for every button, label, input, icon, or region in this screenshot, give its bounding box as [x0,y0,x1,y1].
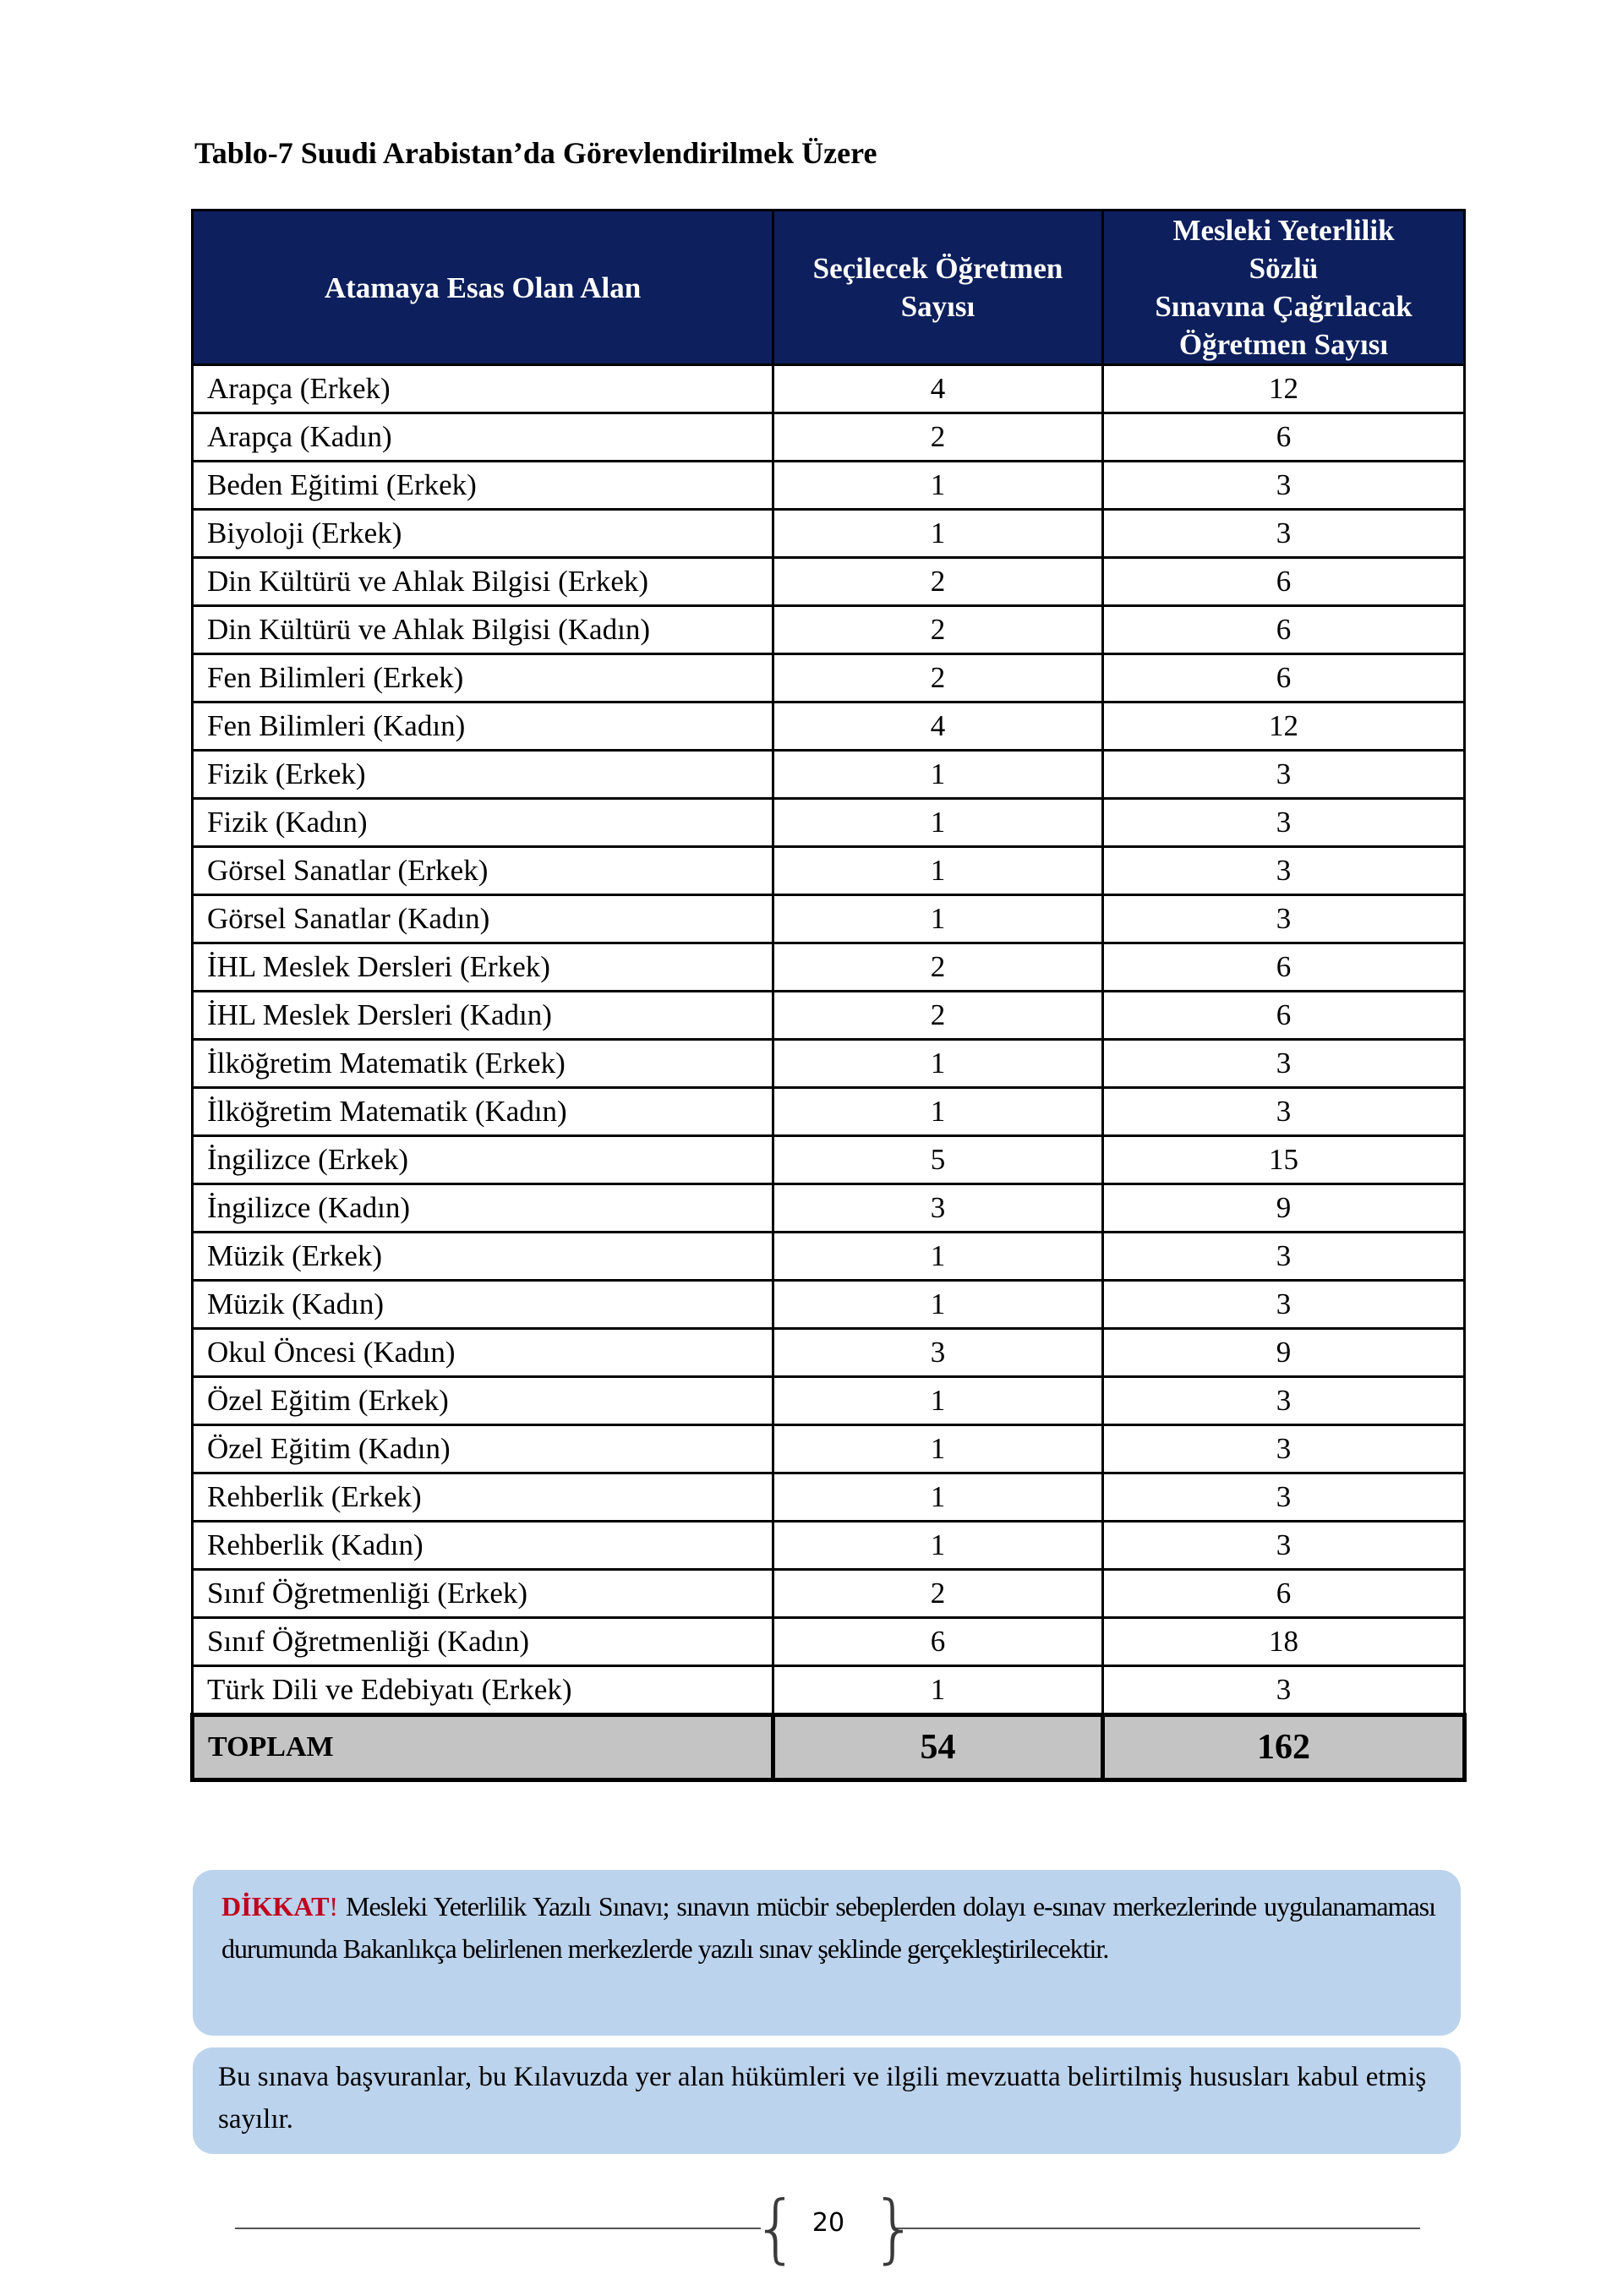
table-row [193,1618,1465,1666]
table-row [193,1425,1465,1473]
warning-mark: ! [329,1891,339,1922]
table-row [193,1570,1465,1618]
teacher-count-cell: 2 [773,992,1103,1040]
warning-text: Mesleki Yeterlilik Yazılı Sınavı; sınavın mücbir sebeplerden dolayı e-sınav merkezlerinde uygulanamaması durumunda Bakanlıkça belirlenen merkezlerde yazılı sınav şeklinde gerçekleştirilecektir. [221,1891,1435,1964]
teacher-count-cell: 1 [773,1425,1103,1473]
teacher-count-cell: 2 [773,1570,1103,1618]
table-row [193,510,1465,558]
candidate-count-cell: 12 [1103,702,1465,751]
total-row [193,1715,1465,1780]
candidate-count-cell: 3 [1103,847,1465,895]
teacher-count-cell: 1 [773,799,1103,847]
area-cell: Görsel Sanatlar (Erkek) [193,847,773,895]
candidate-count-cell: 3 [1103,1377,1465,1425]
page-number: 20 [812,2208,845,2238]
teacher-count-cell: 3 [773,1184,1103,1233]
area-cell: Rehberlik (Erkek) [193,1473,773,1522]
teacher-count-cell: 1 [773,1473,1103,1522]
table-row [193,847,1465,895]
table-row [193,606,1465,654]
table-row [193,1088,1465,1136]
footer-left-brace: { [752,2184,800,2271]
candidate-count-cell: 9 [1103,1184,1465,1233]
area-cell: Müzik (Erkek) [193,1233,773,1281]
footer-rule-right [894,2228,1420,2229]
header-teacher-count: Seçilecek Öğretmen Sayısı [773,210,1103,365]
candidate-count-cell: 6 [1103,943,1465,992]
table-row [193,1329,1465,1377]
table-body [193,365,1465,1780]
candidate-count-cell: 3 [1103,1425,1465,1473]
area-cell: İngilizce (Kadın) [193,1184,773,1233]
area-cell: Din Kültürü ve Ahlak Bilgisi (Erkek) [193,558,773,606]
candidate-count-cell: 18 [1103,1618,1465,1666]
table-row [193,751,1465,799]
candidate-count-cell: 3 [1103,751,1465,799]
candidate-count-cell: 6 [1103,413,1465,462]
teacher-count-cell: 1 [773,895,1103,943]
teacher-count-cell: 1 [773,1666,1103,1715]
area-cell: İHL Meslek Dersleri (Erkek) [193,943,773,992]
table-row [193,1377,1465,1425]
table-title: Tablo-7 Suudi Arabistan’da Görevlendirilmek Üzere [194,136,877,170]
teacher-count-cell: 1 [773,751,1103,799]
warning-notice [193,1870,1461,2036]
footer-rule-left [235,2228,761,2229]
candidate-count-cell: 15 [1103,1136,1465,1184]
candidate-count-cell: 3 [1103,1473,1465,1522]
table-row [193,1666,1465,1715]
teacher-quota-table [190,209,1467,1782]
table-row [193,1473,1465,1522]
area-cell: Özel Eğitim (Kadın) [193,1425,773,1473]
candidate-count-cell: 12 [1103,365,1465,413]
table-row [193,1136,1465,1184]
table-row [193,558,1465,606]
header-candidate-count: Mesleki Yeterlilik Sözlü Sınavına Çağrılacak Öğretmen Sayısı [1103,210,1465,365]
area-cell: Sınıf Öğretmenliği (Erkek) [193,1570,773,1618]
teacher-count-cell: 1 [773,1040,1103,1088]
total-label: TOPLAM [193,1715,773,1780]
teacher-count-cell: 2 [773,558,1103,606]
candidate-count-cell: 3 [1103,510,1465,558]
table-row [193,702,1465,751]
area-cell: Din Kültürü ve Ahlak Bilgisi (Kadın) [193,606,773,654]
teacher-count-cell: 5 [773,1136,1103,1184]
area-cell: Beden Eğitimi (Erkek) [193,462,773,510]
candidate-count-cell: 6 [1103,606,1465,654]
area-cell: Biyoloji (Erkek) [193,510,773,558]
area-cell: Arapça (Erkek) [193,365,773,413]
info-text: Bu sınava başvuranlar, bu Kılavuzda yer alan hükümleri ve ilgili mevzuatta belirtilmiş hususları kabul etmiş sayılır. [218,2062,1427,2135]
teacher-count-cell: 1 [773,847,1103,895]
area-cell: Okul Öncesi (Kadın) [193,1329,773,1377]
area-cell: Fizik (Kadın) [193,799,773,847]
candidate-count-cell: 3 [1103,1281,1465,1329]
candidate-count-cell: 3 [1103,1522,1465,1570]
area-cell: Görsel Sanatlar (Kadın) [193,895,773,943]
area-cell: Müzik (Kadın) [193,1281,773,1329]
teacher-count-cell: 1 [773,462,1103,510]
total-teachers: 54 [773,1715,1103,1780]
teacher-count-cell: 1 [773,1377,1103,1425]
table-row [193,895,1465,943]
area-cell: İHL Meslek Dersleri (Kadın) [193,992,773,1040]
teacher-count-cell: 1 [773,1281,1103,1329]
table-row [193,1184,1465,1233]
table-row [193,1281,1465,1329]
teacher-count-cell: 1 [773,510,1103,558]
area-cell: Rehberlik (Kadın) [193,1522,773,1570]
area-cell: Fen Bilimleri (Kadın) [193,702,773,751]
area-cell: Sınıf Öğretmenliği (Kadın) [193,1618,773,1666]
table-row [193,943,1465,992]
total-candidates: 162 [1103,1715,1465,1780]
candidate-count-cell: 9 [1103,1329,1465,1377]
teacher-count-cell: 1 [773,1522,1103,1570]
candidate-count-cell: 3 [1103,462,1465,510]
teacher-count-cell: 6 [773,1618,1103,1666]
teacher-count-cell: 3 [773,1329,1103,1377]
candidate-count-cell: 3 [1103,895,1465,943]
footer-right-brace: } [871,2184,918,2271]
table-row [193,462,1465,510]
table-row [193,992,1465,1040]
warning-label: DİKKAT [221,1891,330,1922]
table-row [193,1233,1465,1281]
teacher-count-cell: 1 [773,1088,1103,1136]
table-row [193,365,1465,413]
area-cell: Türk Dili ve Edebiyatı (Erkek) [193,1666,773,1715]
candidate-count-cell: 6 [1103,654,1465,702]
area-cell: İlköğretim Matematik (Kadın) [193,1088,773,1136]
candidate-count-cell: 3 [1103,1088,1465,1136]
area-cell: İlköğretim Matematik (Erkek) [193,1040,773,1088]
table-row [193,413,1465,462]
candidate-count-cell: 6 [1103,558,1465,606]
candidate-count-cell: 3 [1103,1040,1465,1088]
table-header-row [193,210,1465,365]
area-cell: Fen Bilimleri (Erkek) [193,654,773,702]
info-notice [193,2047,1461,2154]
candidate-count-cell: 6 [1103,992,1465,1040]
teacher-count-cell: 1 [773,1233,1103,1281]
candidate-count-cell: 3 [1103,1666,1465,1715]
teacher-count-cell: 4 [773,365,1103,413]
teacher-count-cell: 2 [773,413,1103,462]
candidate-count-cell: 3 [1103,1233,1465,1281]
table-row [193,654,1465,702]
teacher-count-cell: 2 [773,606,1103,654]
area-cell: Arapça (Kadın) [193,413,773,462]
header-area: Atamaya Esas Olan Alan [193,210,773,365]
area-cell: Fizik (Erkek) [193,751,773,799]
candidate-count-cell: 3 [1103,799,1465,847]
table-row [193,1040,1465,1088]
table-row [193,1522,1465,1570]
table-row [193,799,1465,847]
teacher-count-cell: 2 [773,943,1103,992]
teacher-count-cell: 2 [773,654,1103,702]
area-cell: Özel Eğitim (Erkek) [193,1377,773,1425]
candidate-count-cell: 6 [1103,1570,1465,1618]
teacher-count-cell: 4 [773,702,1103,751]
area-cell: İngilizce (Erkek) [193,1136,773,1184]
